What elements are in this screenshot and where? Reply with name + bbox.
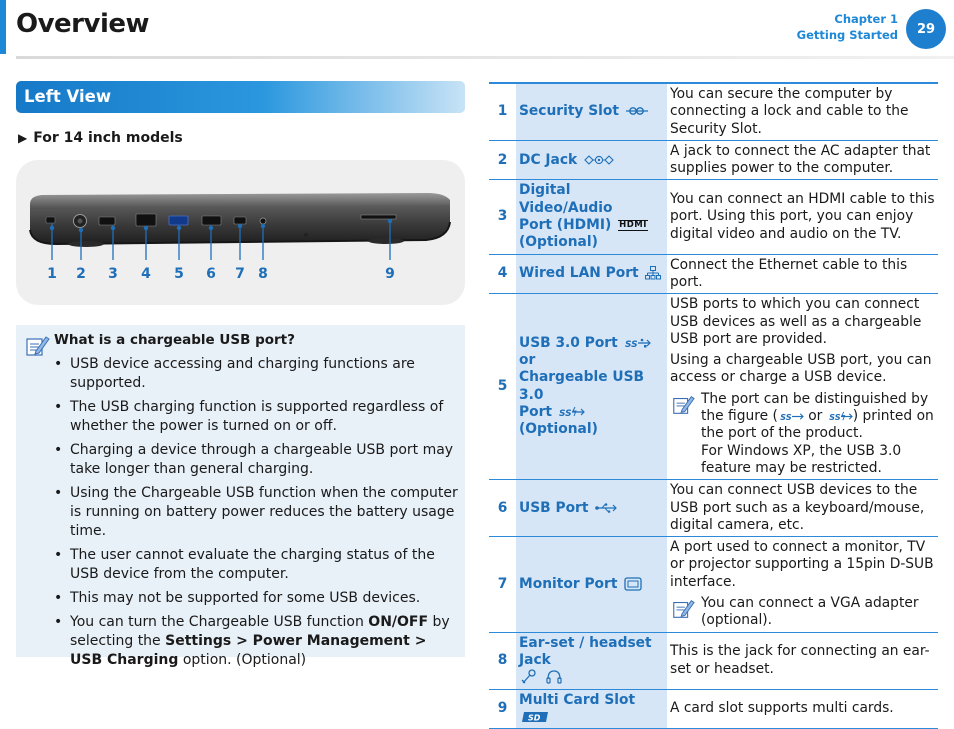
port-name-text: Port: [519, 404, 552, 421]
laptop-side-view: [16, 160, 465, 305]
port-name-text: Chargeable USB 3.0: [519, 369, 645, 403]
callout-number: 7: [235, 266, 245, 282]
svg-text:SS: SS: [779, 411, 792, 422]
usb3-icon: [780, 411, 804, 422]
row-number: 3: [489, 180, 516, 254]
section-heading: Left View: [16, 81, 465, 113]
note-text: ) printed on the port of the product.: [701, 408, 934, 442]
models-label: [18, 130, 183, 146]
port-name-text: USB Port: [519, 499, 589, 516]
text: option. (Optional): [178, 652, 307, 668]
sd-card-icon: [521, 711, 549, 723]
port-name: [516, 537, 667, 632]
description-paragraph: A port used to connect a monitor, TV or projector supporting a 15pin D-SUB interface.: [670, 539, 934, 590]
note-pencil-icon: [671, 597, 695, 621]
row-number: 4: [489, 254, 516, 294]
headset-icon: [546, 669, 562, 685]
note-pencil-icon: [24, 333, 50, 359]
note-title: What is a chargeable USB port?: [54, 332, 295, 348]
port-description: You can connect an HDMI cable to this port. Using this port, you can enjoy digital video and audio on the TV.: [667, 180, 938, 254]
row-number: 7: [489, 537, 516, 632]
section-label: Getting Started: [796, 28, 898, 42]
port-name: [516, 480, 667, 537]
table-row: [489, 254, 938, 294]
port-description: [667, 537, 938, 632]
row-number: 8: [489, 632, 516, 689]
callout-number: 4: [141, 266, 151, 282]
callout-number: 2: [76, 266, 86, 282]
port-description: A card slot supports multi cards.: [667, 689, 938, 729]
svg-text:SD: SD: [528, 713, 541, 723]
dc-jack-icon: [584, 155, 614, 165]
port-name-text: Security Slot: [519, 103, 619, 120]
port-name: [516, 140, 667, 180]
usb3-icon: [625, 337, 651, 349]
page-number: 29: [906, 9, 946, 49]
table-row: [489, 294, 938, 480]
note-bullet: [54, 613, 458, 670]
svg-text:SS: SS: [624, 339, 638, 350]
row-number: 9: [489, 689, 516, 729]
lock-icon: [626, 106, 648, 116]
note-pencil-icon: [671, 393, 695, 417]
callout-number: 5: [174, 266, 184, 282]
triangle-right-icon: ▶: [18, 131, 28, 145]
table-row: [489, 140, 938, 180]
note-text: For Windows XP, the USB 3.0 feature may be restricted.: [701, 442, 902, 476]
table-row: [489, 689, 938, 729]
port-name: [516, 254, 667, 294]
port-name-text: (Optional): [519, 421, 598, 438]
port-name-text: Multi Card Slot: [519, 691, 636, 708]
header-divider: [16, 56, 954, 59]
table-row: [489, 83, 938, 140]
usb-icon: [595, 503, 617, 513]
bold-text: ON/OFF: [368, 614, 429, 630]
callout-number: 6: [206, 266, 216, 282]
port-description: You can connect USB devices to the USB port such as a keyboard/mouse, digital camera, etc.: [667, 480, 938, 537]
inline-note: [670, 391, 935, 477]
note-bullet: • Using the Chargeable USB function when the computer is running on battery power reduces the battery usage time.: [54, 484, 458, 541]
port-name-text: Wired LAN Port: [519, 265, 639, 282]
text: by selecting the: [70, 614, 450, 649]
earphone-icon: [521, 669, 539, 685]
header-accent-bar: [0, 0, 6, 54]
table-row: [489, 632, 938, 689]
port-name: [516, 83, 667, 140]
description-paragraph: USB ports to which you can connect USB devices as well as a chargeable USB port are provided.: [670, 296, 922, 347]
port-description: [667, 294, 938, 480]
port-name: [516, 180, 667, 254]
inline-note: [670, 595, 935, 630]
port-name-text: (Optional): [519, 234, 598, 251]
table-row: [489, 480, 938, 537]
ports-table: [489, 82, 938, 729]
callout-number: 8: [258, 266, 268, 282]
table-row: [489, 537, 938, 632]
note-bullet: • The user cannot evaluate the charging status of the USB device from the computer.: [54, 546, 458, 584]
note-bullet: • This may not be supported for some USB devices.: [54, 589, 458, 608]
port-description: A jack to connect the AC adapter that supplies power to the computer.: [667, 140, 938, 180]
note-bullet: • The USB charging function is supported regardless of whether the power is turned on or off.: [54, 398, 458, 436]
port-name-text: Ear-set / headset Jack: [519, 634, 652, 668]
port-name-text: DC Jack: [519, 151, 578, 168]
note-bullet: • USB device accessing and charging functions are supported.: [54, 355, 458, 393]
settings-path: Settings > Power Management > USB Charging: [70, 633, 427, 668]
note-text: or: [803, 408, 827, 425]
usb-note-box: [16, 325, 465, 668]
page-title: Overview: [16, 9, 150, 39]
port-description: This is the jack for connecting an ear-set or headset.: [667, 632, 938, 689]
row-number: 1: [489, 83, 516, 140]
table-row: [489, 180, 938, 254]
row-number: 5: [489, 294, 516, 480]
note-text: You can connect a VGA adapter (optional).: [701, 595, 919, 629]
hdmi-icon: HDMI: [619, 219, 647, 230]
port-name-text: Port (HDMI): [519, 217, 612, 234]
port-description: You can secure the computer by connecting a lock and cable to the Security Slot.: [667, 83, 938, 140]
port-name: [516, 294, 667, 480]
chargeable-usb3-icon: [829, 411, 853, 422]
callout-number: 9: [385, 266, 395, 282]
port-description: Connect the Ethernet cable to this port.: [667, 254, 938, 294]
port-name-text: Digital Video/Audio: [519, 182, 613, 216]
chapter-info: [797, 11, 898, 43]
port-name: [516, 689, 667, 729]
note-bullet-list: [54, 355, 458, 675]
port-name-text: Monitor Port: [519, 575, 618, 592]
note-bullet: • Charging a device through a chargeable USB port may take longer than general charging.: [54, 441, 458, 479]
models-label-text: For 14 inch models: [33, 130, 183, 146]
svg-text:SS: SS: [558, 409, 572, 420]
lan-icon: [645, 266, 661, 280]
row-number: 6: [489, 480, 516, 537]
callout-number: 3: [108, 266, 118, 282]
port-name-text: or: [519, 352, 536, 369]
port-name-text: USB 3.0 Port: [519, 334, 618, 351]
row-number: 2: [489, 140, 516, 180]
text: You can turn the Chargeable USB function: [70, 614, 369, 630]
chargeable-usb3-icon: [559, 406, 585, 418]
chapter-label: Chapter 1: [834, 12, 898, 26]
port-name: [516, 632, 667, 689]
description-paragraph: Using a chargeable USB port, you can access or charge a USB device.: [670, 352, 932, 386]
note-text: The port can be distinguished by the figure (: [701, 390, 929, 425]
callout-number: 1: [47, 266, 57, 282]
laptop-illustration: [16, 160, 465, 305]
svg-text:SS: SS: [828, 411, 841, 422]
monitor-icon: [624, 577, 642, 591]
